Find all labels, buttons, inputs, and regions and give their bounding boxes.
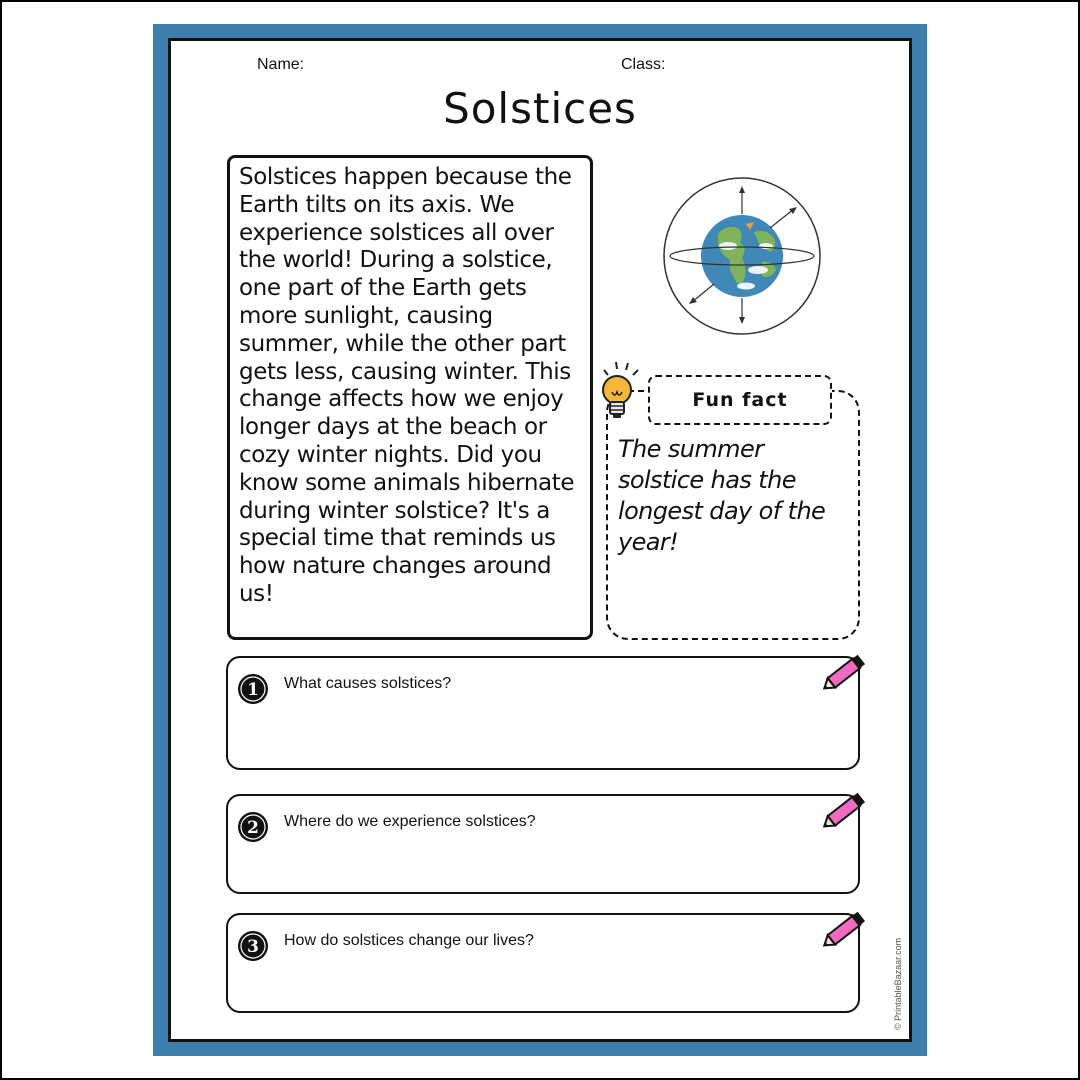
pencil-icon: [818, 788, 870, 834]
name-label: Name:: [257, 56, 305, 73]
pencil-icon: [818, 907, 870, 953]
lightbulb-illustration: [594, 360, 644, 424]
question-number: 2: [247, 818, 259, 838]
question-number: 3: [247, 937, 259, 957]
question-2-text: Where do we experience solstices?: [284, 813, 536, 830]
reading-passage-box: [227, 155, 593, 640]
fun-fact-heading: Fun fact: [648, 375, 832, 425]
number-2-badge-icon: [237, 811, 269, 843]
watermark: © PrintableBazaar.com: [893, 937, 903, 1030]
earth-axis-illustration: [662, 176, 822, 336]
question-3-answer-box[interactable]: [226, 913, 860, 1013]
question-number: 1: [247, 680, 259, 700]
reading-passage-text: Solstices happen because the Earth tilts on its axis. We experience solstices all over the world! During a solstice, one part of the Earth gets more sunlight, causing summer, while the other part gets less, causing winter. This change affects how we enjoy longer days at the beach or cozy winter nights. Did you know some animals hibernate during winter solstice? It's a special time that reminds us how nature changes around us!: [239, 164, 575, 607]
number-1-badge-icon: [237, 673, 269, 705]
question-3-text: How do solstices change our lives?: [284, 932, 534, 949]
number-3-badge-icon: [237, 930, 269, 962]
question-1-text: What causes solstices?: [284, 675, 452, 692]
globe-icon: [662, 176, 822, 336]
pencil-icon: [818, 650, 870, 696]
fun-fact-text: The summer solstice has the longest day of the year!: [618, 435, 826, 556]
question-1-answer-box[interactable]: [226, 656, 860, 770]
class-label: Class:: [621, 56, 666, 73]
question-2-answer-box[interactable]: [226, 794, 860, 894]
lightbulb-icon: [594, 360, 644, 424]
page-title: Solstices: [443, 84, 637, 133]
